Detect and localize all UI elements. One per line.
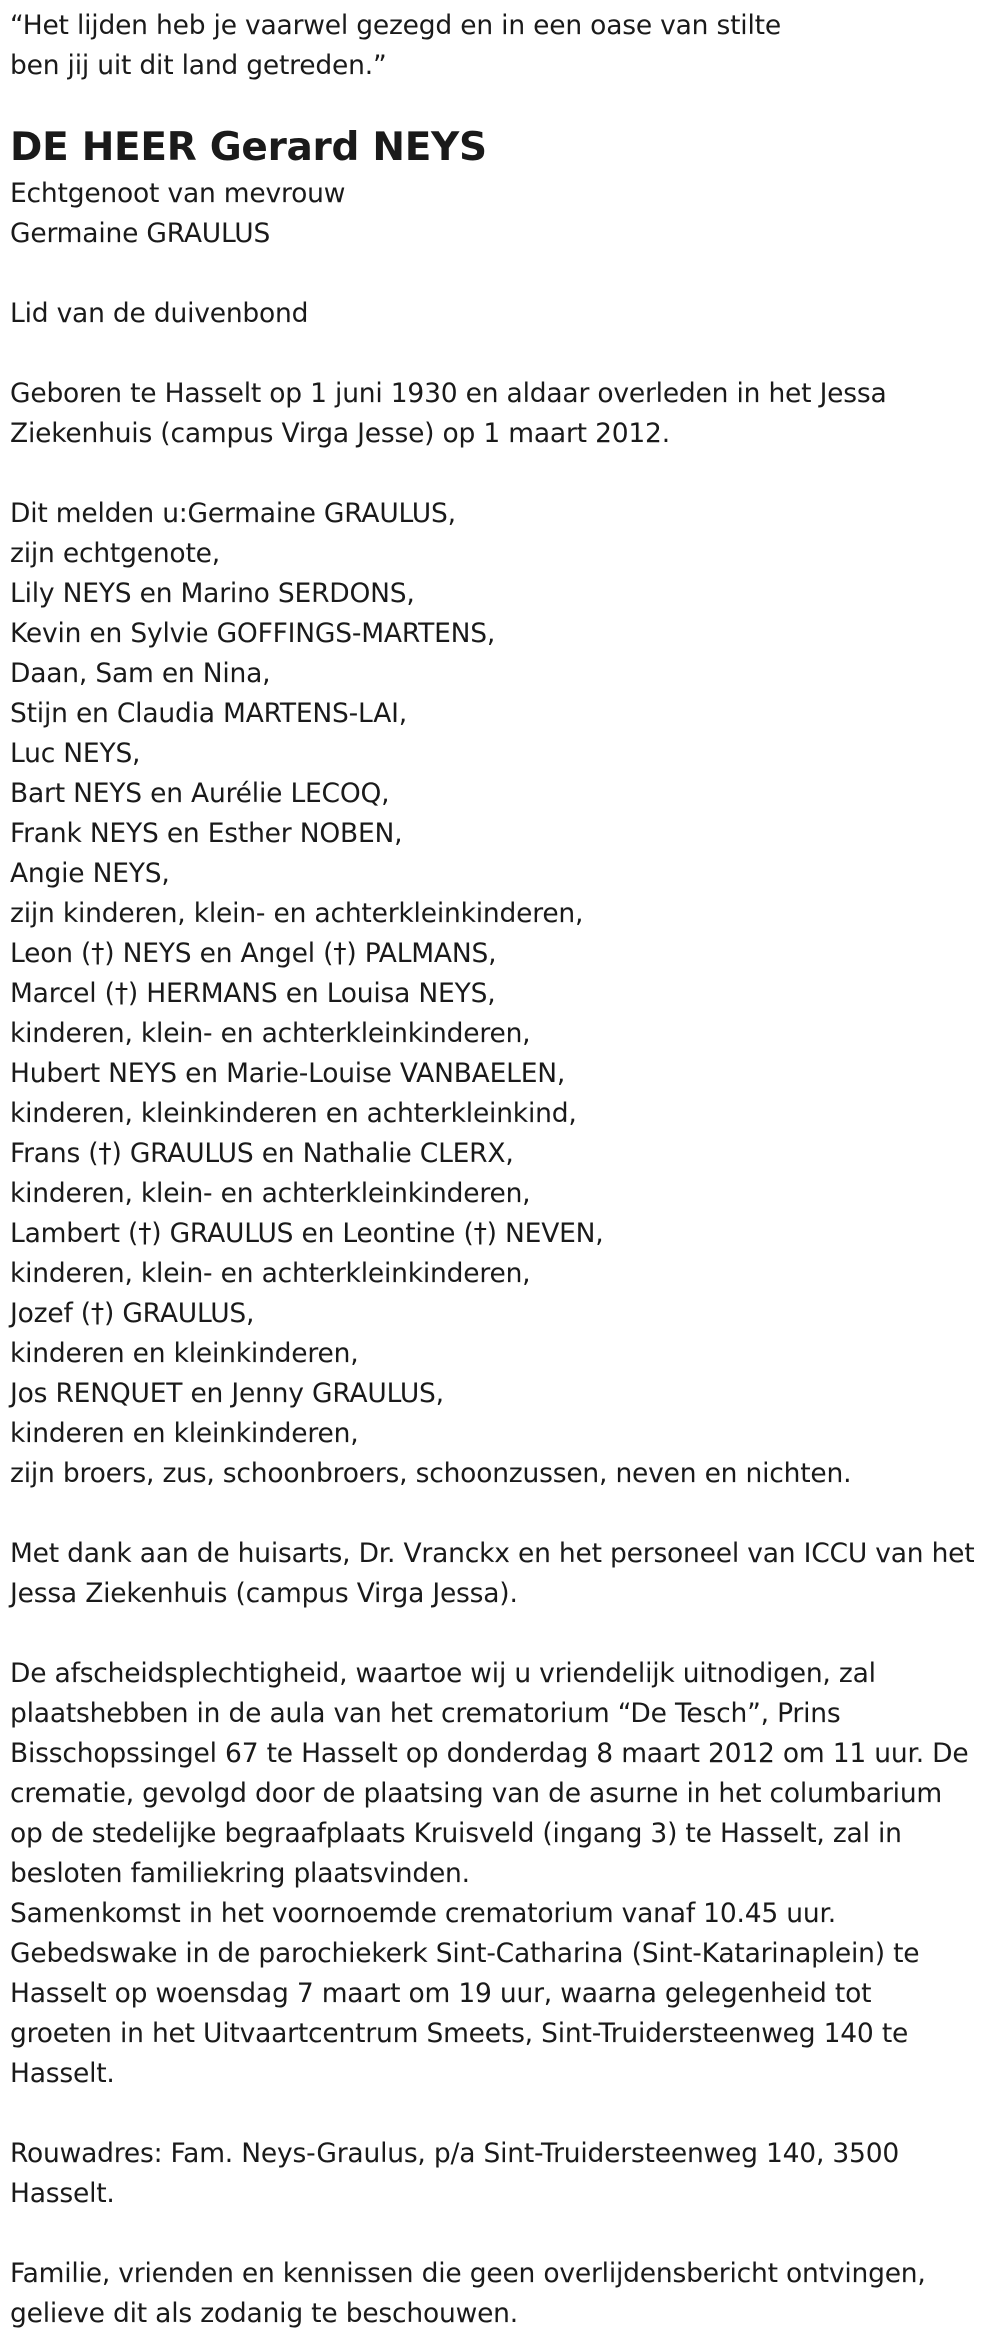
birth-death-line: Ziekenhuis (campus Virga Jesse) op 1 maart 2012. (10, 418, 670, 449)
family-line: Angie NEYS, (10, 858, 170, 889)
family-line: Stijn en Claudia MARTENS-LAI, (10, 698, 407, 729)
closing-line: Familie, vrienden en kennissen die geen overlijdensbericht ontvingen, (10, 2258, 926, 2289)
family-line: kinderen, kleinkinderen en achterkleinkind, (10, 1098, 577, 1129)
ceremony-paragraph (10, 1654, 990, 2094)
birth-death-info (10, 374, 990, 454)
family-line: Lily NEYS en Marino SERDONS, (10, 578, 415, 609)
address-line: Rouwadres: Fam. Neys-Graulus, p/a Sint-Truidersteenweg 140, 3500 (10, 2138, 900, 2169)
ceremony-line: Samenkomst in het voornoemde crematorium vanaf 10.45 uur. (10, 1898, 836, 1929)
birth-death-line: Geboren te Hasselt op 1 juni 1930 en aldaar overleden in het Jessa (10, 378, 887, 409)
family-line: kinderen en kleinkinderen, (10, 1338, 359, 1369)
thanks-paragraph (10, 1534, 990, 1614)
ceremony-line: Gebedswake in de parochiekerk Sint-Catharina (Sint-Katarinaplein) te (10, 1938, 920, 1969)
deceased-name: DE HEER Gerard NEYS (10, 125, 487, 170)
family-line: Dit melden u:Germaine GRAULUS, (10, 498, 456, 529)
family-line: kinderen en kleinkinderen, (10, 1418, 359, 1449)
address-line: Hasselt. (10, 2178, 115, 2209)
family-line: zijn kinderen, klein- en achterkleinkinderen, (10, 898, 584, 929)
quote-line: “Het lijden heb je vaarwel gezegd en in een oase van stilte (10, 10, 781, 41)
ceremony-line: Hasselt. (10, 2058, 115, 2089)
ceremony-line: besloten familiekring plaatsvinden. (10, 1858, 470, 1889)
ceremony-line: crematie, gevolgd door de plaatsing van de asurne in het columbarium (10, 1778, 943, 1809)
ceremony-line: groeten in het Uitvaartcentrum Smeets, Sint-Truidersteenweg 140 te (10, 2018, 909, 2049)
family-line: Daan, Sam en Nina, (10, 658, 271, 689)
family-line: kinderen, klein- en achterkleinkinderen, (10, 1178, 531, 1209)
closing-note (10, 2254, 990, 2334)
thanks-line: Jessa Ziekenhuis (campus Virga Jessa). (10, 1578, 518, 1609)
ceremony-line: plaatshebben in de aula van het crematorium “De Tesch”, Prins (10, 1698, 841, 1729)
spouse-info (10, 174, 990, 254)
thanks-line: Met dank aan de huisarts, Dr. Vranckx en het personeel van ICCU van het (10, 1538, 975, 1569)
family-line: Luc NEYS, (10, 738, 141, 769)
mourning-address (10, 2134, 990, 2214)
ceremony-line: De afscheidsplechtigheid, waartoe wij u vriendelijk uitnodigen, zal (10, 1658, 876, 1689)
membership-line: Lid van de duivenbond (10, 298, 309, 329)
family-line: Frank NEYS en Esther NOBEN, (10, 818, 403, 849)
family-line: Lambert (†) GRAULUS en Leontine (†) NEVEN, (10, 1218, 604, 1249)
family-line: Marcel (†) HERMANS en Louisa NEYS, (10, 978, 496, 1009)
family-line: Kevin en Sylvie GOFFINGS-MARTENS, (10, 618, 496, 649)
family-line: zijn echtgenote, (10, 538, 220, 569)
family-line: kinderen, klein- en achterkleinkinderen, (10, 1258, 531, 1289)
spouse-line: Germaine GRAULUS (10, 218, 271, 249)
family-line: Frans (†) GRAULUS en Nathalie CLERX, (10, 1138, 514, 1169)
family-list (10, 494, 990, 1494)
family-line: Leon (†) NEYS en Angel (†) PALMANS, (10, 938, 497, 969)
family-line: Bart NEYS en Aurélie LECOQ, (10, 778, 390, 809)
family-line: zijn broers, zus, schoonbroers, schoonzussen, neven en nichten. (10, 1458, 852, 1489)
family-line: Hubert NEYS en Marie-Louise VANBAELEN, (10, 1058, 566, 1089)
ceremony-line: Hasselt op woensdag 7 maart om 19 uur, waarna gelegenheid tot (10, 1978, 872, 2009)
quote (10, 6, 990, 86)
family-line: kinderen, klein- en achterkleinkinderen, (10, 1018, 531, 1049)
family-line: Jozef (†) GRAULUS, (10, 1298, 255, 1329)
closing-line: gelieve dit als zodanig te beschouwen. (10, 2298, 518, 2329)
family-line: Jos RENQUET en Jenny GRAULUS, (10, 1378, 444, 1409)
ceremony-line: Bisschopssingel 67 te Hasselt op donderdag 8 maart 2012 om 11 uur. De (10, 1738, 969, 1769)
ceremony-line: op de stedelijke begraafplaats Kruisveld (ingang 3) te Hasselt, zal in (10, 1818, 902, 1849)
quote-line: ben jij uit dit land getreden.” (10, 50, 387, 81)
membership-info (10, 294, 990, 334)
spouse-line: Echtgenoot van mevrouw (10, 178, 346, 209)
